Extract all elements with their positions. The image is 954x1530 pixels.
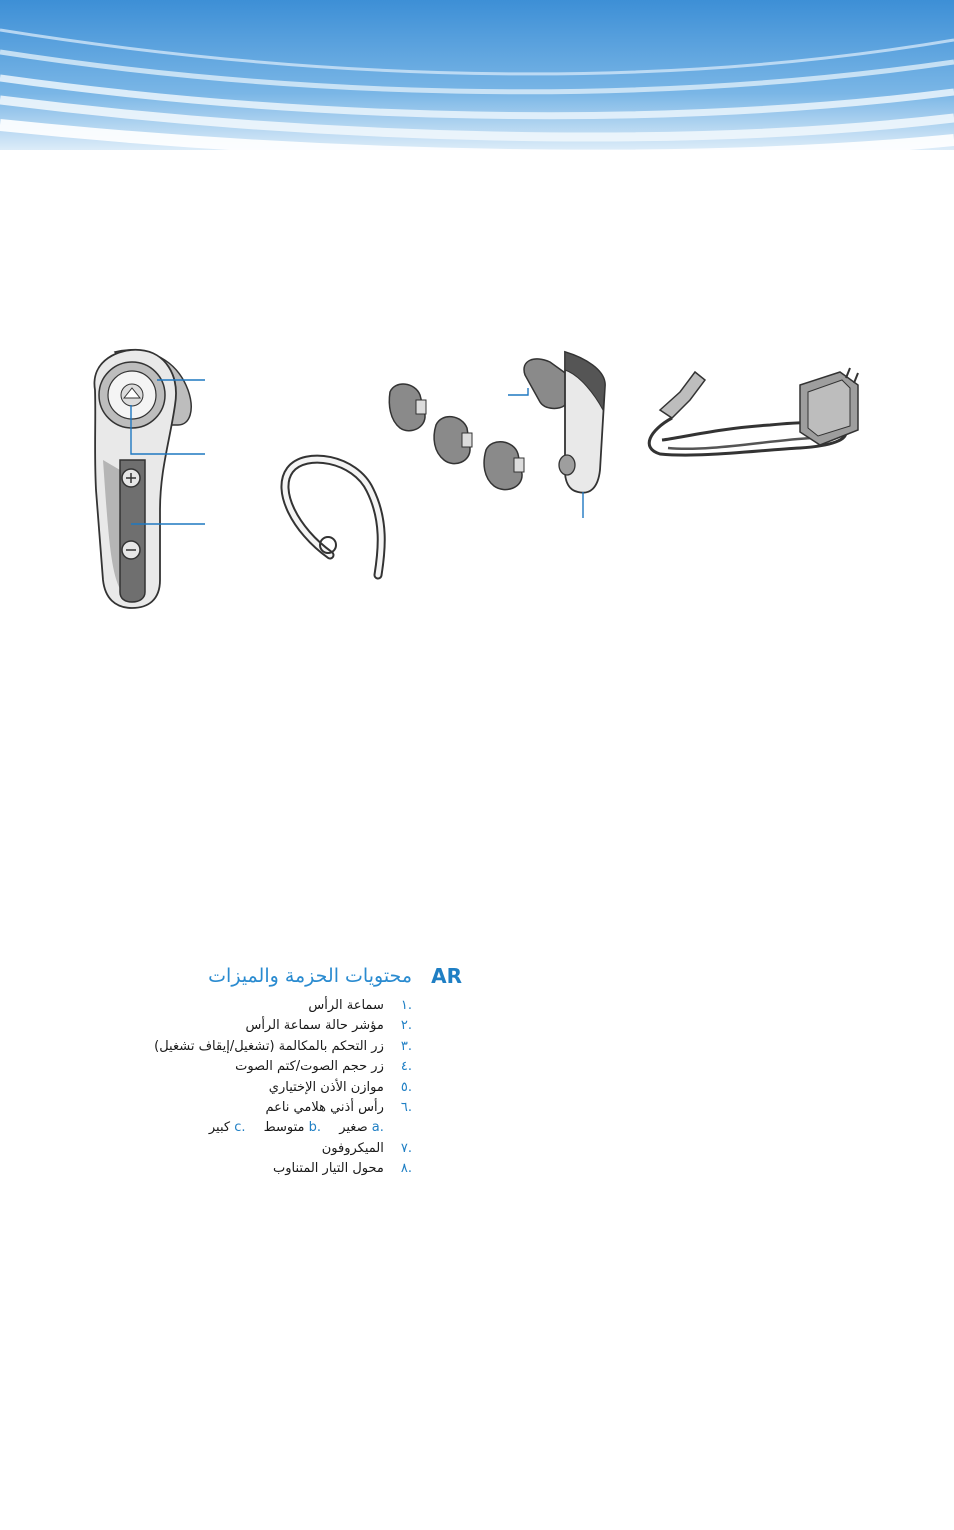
package-contents-illustration	[0, 330, 954, 630]
item-number: .١	[400, 998, 412, 1013]
package-contents-list	[150, 996, 412, 1180]
list-item	[150, 1078, 412, 1098]
item-number: .٣	[400, 1038, 412, 1054]
sub-item-medium: .b متوسط	[263, 1120, 322, 1136]
item-number: .٥	[400, 1079, 412, 1095]
headset-illustration	[94, 350, 205, 608]
item-label: محول التيار المتناوب	[273, 1161, 384, 1177]
item-label: مؤشر حالة سماعة الرأس	[245, 1018, 384, 1034]
sub-item-large: .c كبير	[208, 1120, 246, 1136]
item-label: سماعة الرأس	[308, 998, 384, 1013]
list-item	[150, 1057, 412, 1077]
item-label: زر حجم الصوت/كتم الصوت	[235, 1059, 384, 1075]
section-heading	[200, 964, 462, 994]
item-number: .٧	[400, 1140, 412, 1156]
list-item	[150, 1098, 412, 1118]
ac-adapter-illustration	[649, 368, 858, 455]
item-number: .٨	[400, 1161, 412, 1177]
item-label: زر التحكم بالمكالمة (تشغيل/إيقاف تشغيل)	[154, 1038, 384, 1054]
list-item	[150, 1037, 412, 1057]
item-number: .٤	[400, 1059, 412, 1075]
wave-banner	[0, 0, 954, 170]
item-number: .٢	[400, 1018, 412, 1034]
sub-items-row	[150, 1118, 412, 1138]
list-item	[150, 1139, 412, 1159]
list-item	[150, 1016, 412, 1036]
section-title: محتويات الحزمة والميزات	[208, 965, 412, 987]
language-code: AR	[431, 964, 462, 988]
list-item	[150, 996, 412, 1016]
item-label: رأس أذني هلامي ناعم	[265, 1099, 384, 1115]
item-label: الميكروفون	[321, 1140, 384, 1156]
sub-item-small: .a صغير	[339, 1120, 384, 1136]
earloop-illustration	[285, 459, 381, 575]
eargel-illustration	[389, 384, 524, 490]
ear-balancer-illustration	[508, 352, 605, 518]
list-item	[150, 1159, 412, 1179]
item-label: موازن الأذن الإختياري	[268, 1079, 384, 1095]
item-number: .٦	[400, 1099, 412, 1115]
